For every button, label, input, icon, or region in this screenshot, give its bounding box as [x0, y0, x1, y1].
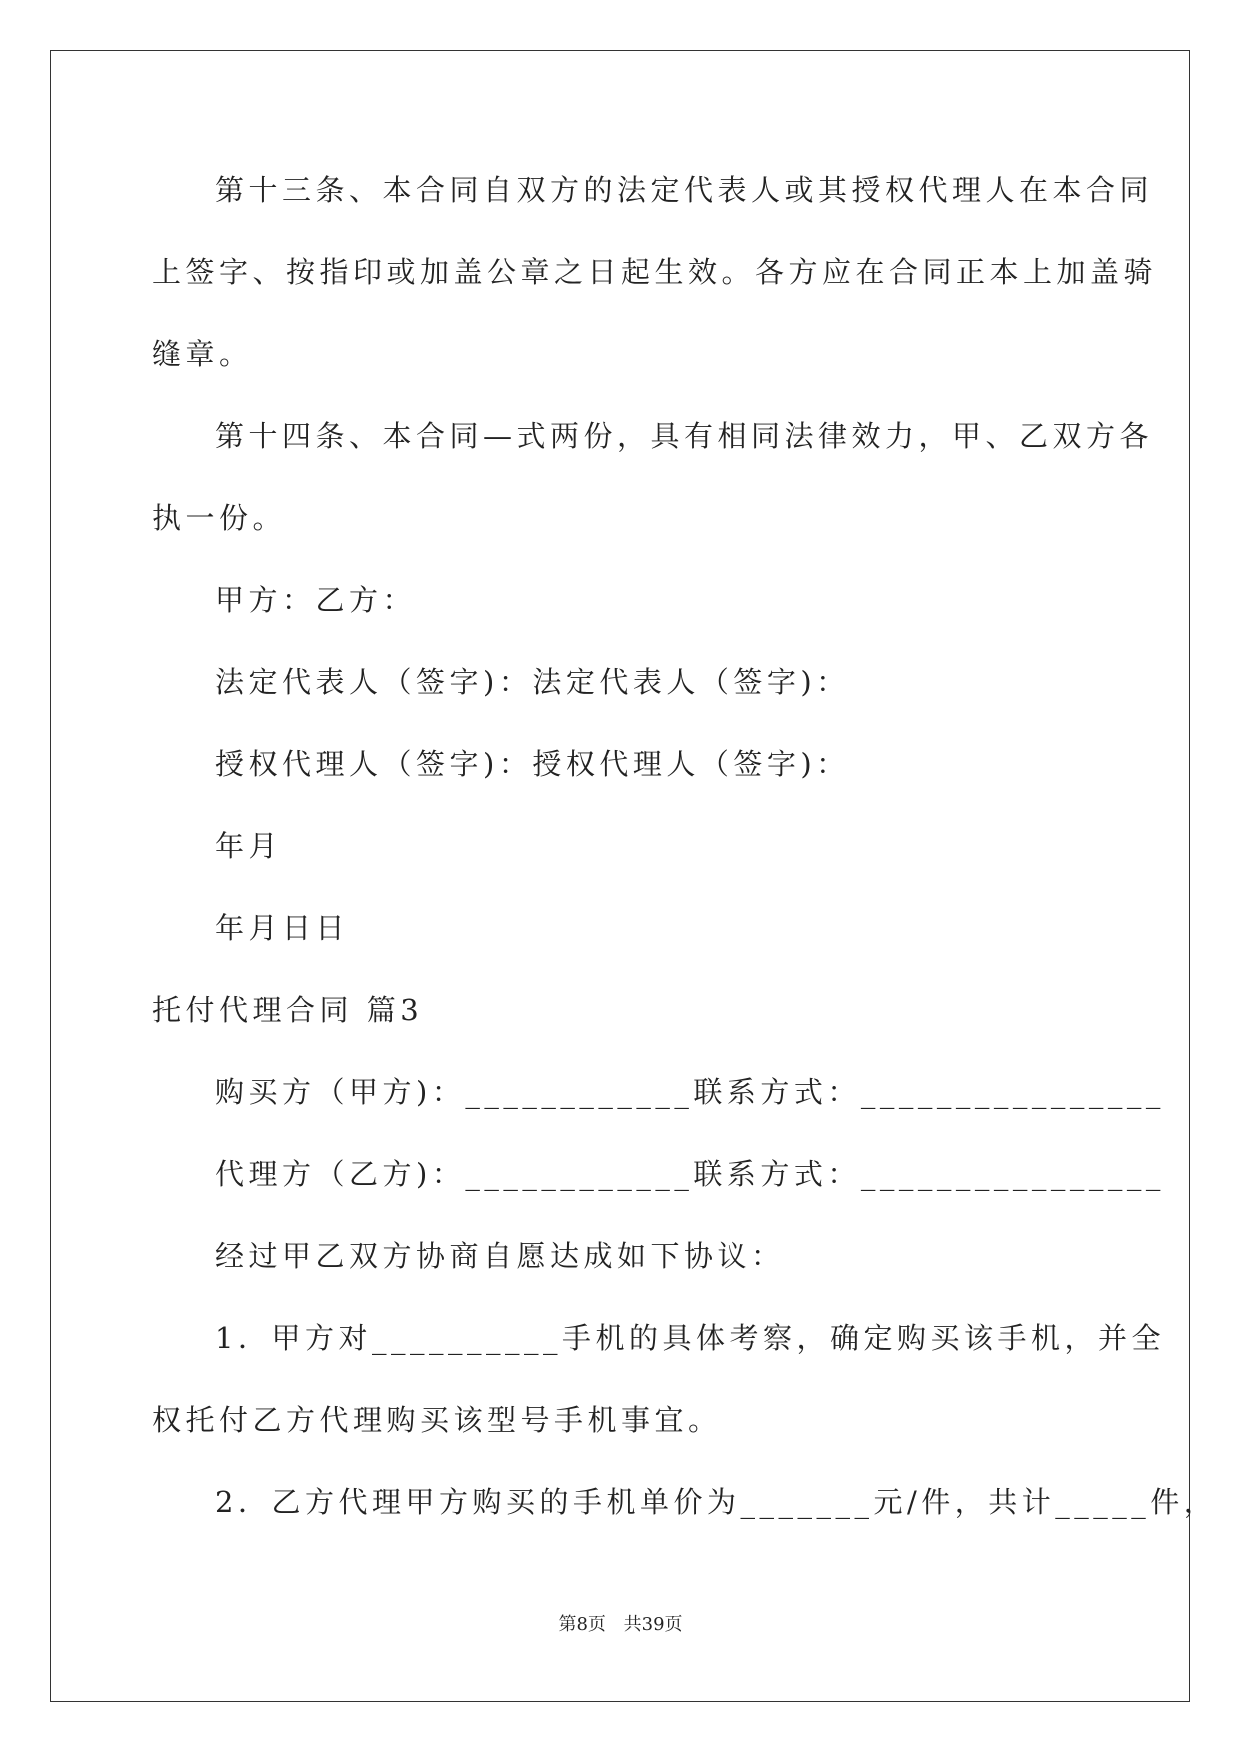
- page-number: 第8页: [558, 1614, 606, 1635]
- agreement-intro: 经过甲乙双方协商自愿达成如下协议：: [215, 1239, 785, 1273]
- article-13-line-1: 第十三条、本合同自双方的法定代表人或其授权代理人在本合同: [215, 173, 1154, 207]
- agent-line: 代理方（乙方)：____________联系方式：________________: [215, 1157, 1165, 1191]
- clause-1-line-2: 权托付乙方代理购买该型号手机事宜。: [152, 1403, 722, 1437]
- page-footer: [0, 1610, 1241, 1636]
- date-line-1: 年月: [215, 829, 283, 863]
- clause-1-line-1: 1．甲方对__________手机的具体考察，确定购买该手机，并全: [215, 1321, 1165, 1355]
- page-total: 共39页: [623, 1614, 683, 1635]
- buyer-line: 购买方（甲方)：____________联系方式：________________: [215, 1075, 1165, 1109]
- party-labels: 甲方：乙方：: [215, 583, 417, 617]
- clause-2-line-1: 2．乙方代理甲方购买的手机单价为_______元/件，共计_____件，: [215, 1485, 1218, 1519]
- section-title: 托付代理合同 篇3: [152, 993, 424, 1027]
- date-line-2: 年月日日: [215, 911, 350, 945]
- article-14-line-1: 第十四条、本合同—式两份，具有相同法律效力，甲、乙双方各: [215, 419, 1154, 453]
- page-frame: [50, 50, 1190, 1702]
- authorized-agent-signature: 授权代理人（签字)：授权代理人（签字)：: [215, 747, 850, 781]
- article-13-line-2: 上签字、按指印或加盖公章之日起生效。各方应在合同正本上加盖骑: [152, 255, 1158, 289]
- article-13-line-3: 缝章。: [152, 337, 253, 371]
- article-14-line-2: 执一份。: [152, 501, 287, 535]
- legal-rep-signature: 法定代表人（签字)：法定代表人（签字)：: [215, 665, 850, 699]
